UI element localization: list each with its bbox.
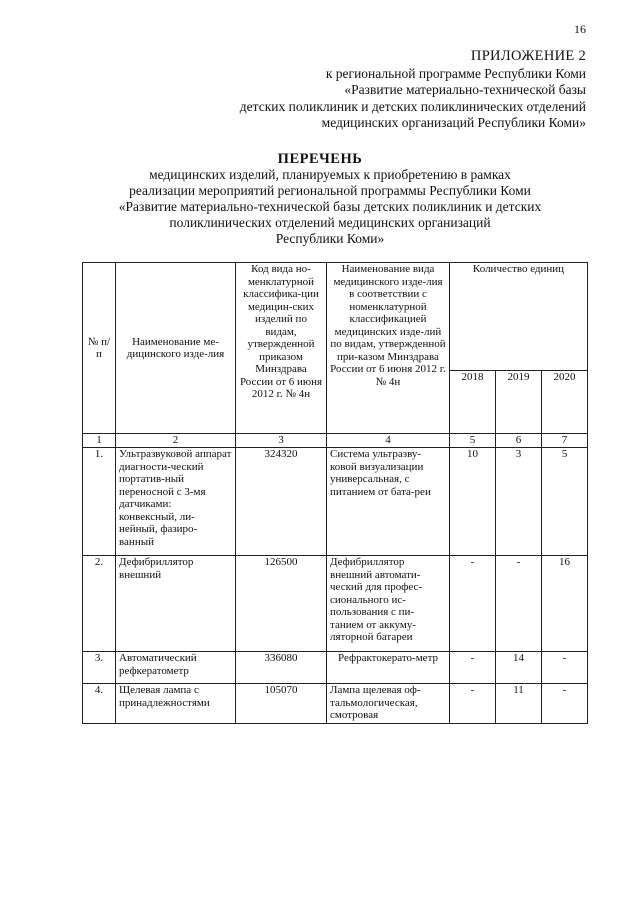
- quantity-2019: -: [496, 556, 542, 652]
- device-name: Дефибриллятор внешний: [116, 556, 236, 652]
- quantity-2020: -: [542, 684, 588, 724]
- header-year-2020: 2020: [542, 371, 588, 434]
- device-code: 126500: [236, 556, 327, 652]
- subtitle-line: реализации мероприятий региональной программы Республики Коми: [129, 183, 531, 198]
- subtitle-line: медицинских изделий, планируемых к приобретению в рамках: [149, 167, 511, 182]
- header-year-2019: 2019: [496, 371, 542, 434]
- quantity-2018: 10: [450, 448, 496, 556]
- header-code: Код вида но-менклатурной классифика-ции медицин-ских изделий по видам, утвержденной приказом Минздрава России от 6 июня 2012 г. № 4н: [236, 263, 327, 434]
- document-subtitle: [95, 167, 565, 247]
- table-header-row: [83, 263, 588, 371]
- quantity-2018: -: [450, 684, 496, 724]
- quantity-2020: 5: [542, 448, 588, 556]
- table-row: [83, 556, 588, 652]
- header-type-name: Наименование вида медицинского изде-лия в соответствии с номенклатурной классификацией медицинских изде-лий по видам, утвержденной при-казом Минздрава России от 6 июня 2012 г. № 4н: [327, 263, 450, 434]
- subtitle-line: «Развитие материально-технической базы детских поликлиник и детских: [118, 199, 542, 214]
- header-year-2018: 2018: [450, 371, 496, 434]
- device-code: 105070: [236, 684, 327, 724]
- column-numbers-row: [83, 434, 588, 448]
- subtitle-line: поликлинических отделений медицинских организаций: [169, 215, 491, 230]
- device-type-name: Лампа щелевая оф-тальмологическая, смотровая: [327, 684, 450, 724]
- quantity-2020: -: [542, 652, 588, 684]
- header-quantity: Количество единиц: [450, 263, 588, 371]
- column-number: 1: [83, 434, 116, 448]
- header-num: № п/п: [83, 263, 116, 434]
- row-number: 1.: [83, 448, 116, 556]
- row-number: 4.: [83, 684, 116, 724]
- quantity-2018: -: [450, 652, 496, 684]
- table-row: [83, 652, 588, 684]
- document-title: ПЕРЕЧЕНЬ: [277, 151, 363, 167]
- column-number: 6: [496, 434, 542, 448]
- quantity-2019: 14: [496, 652, 542, 684]
- table-row: [83, 448, 588, 556]
- device-type-name: Дефибриллятор внешний автомати-ческий для профес-сионального ис-пользования с пи-танием от аккуму-ляторной батареи: [327, 556, 450, 652]
- quantity-2019: 11: [496, 684, 542, 724]
- device-name: Ультразвуковой аппарат диагности-ческий портатив-ный переносной с 3-мя датчиками: конвексный, ли-нейный, фазиро-ванный: [116, 448, 236, 556]
- appendix-line: детских поликлиник и детских поликлинических отделений: [239, 98, 586, 114]
- row-number: 2.: [83, 556, 116, 652]
- appendix-line: медицинских организаций Республики Коми»: [321, 115, 586, 130]
- column-number: 2: [116, 434, 236, 448]
- device-name: Щелевая лампа с принадлежностями: [116, 684, 236, 724]
- header-device-name: Наименование ме-дицинского изде-лия: [116, 263, 236, 434]
- page-number: 16: [574, 22, 586, 36]
- appendix-title: ПРИЛОЖЕНИЕ 2: [470, 48, 586, 64]
- appendix-line: к региональной программе Республики Коми: [325, 65, 586, 81]
- device-code: 324320: [236, 448, 327, 556]
- appendix-line: «Развитие материально-технической базы: [344, 82, 586, 97]
- appendix-header: [126, 48, 586, 132]
- column-number: 3: [236, 434, 327, 448]
- device-type-name: Рефрактокерато-метр: [327, 652, 450, 684]
- table-row: [83, 684, 588, 724]
- column-number: 7: [542, 434, 588, 448]
- device-code: 336080: [236, 652, 327, 684]
- quantity-2018: -: [450, 556, 496, 652]
- medical-devices-table: [82, 262, 588, 724]
- column-number: 5: [450, 434, 496, 448]
- device-name: Автоматический рефкератометр: [116, 652, 236, 684]
- subtitle-line: Республики Коми»: [275, 231, 385, 246]
- device-type-name: Система ультразву-ковой визуализации универсальная, с питанием от бата-реи: [327, 448, 450, 556]
- quantity-2020: 16: [542, 556, 588, 652]
- row-number: 3.: [83, 652, 116, 684]
- quantity-2019: 3: [496, 448, 542, 556]
- column-number: 4: [327, 434, 450, 448]
